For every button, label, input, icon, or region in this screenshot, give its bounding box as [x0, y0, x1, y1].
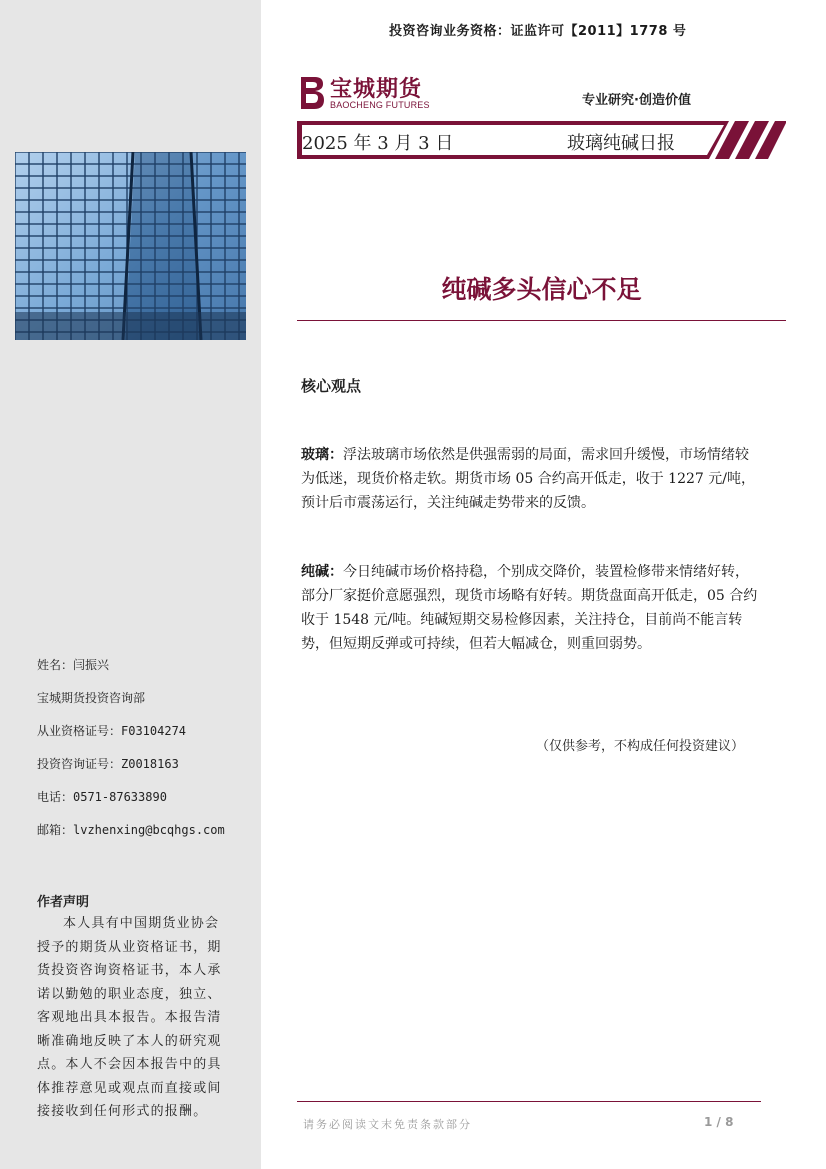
section-title: 核心观点 [301, 377, 362, 395]
slogan: 专业研究·创造价值 [582, 93, 691, 108]
author-email[interactable]: 邮箱：lvzhenxing@bcqhgs.com [37, 823, 225, 837]
disclaimer: （仅供参考，不构成任何投资建议） [536, 739, 745, 754]
report-date: 2025 年 3 月 3 日 [302, 133, 454, 154]
building-photo [15, 152, 246, 340]
paragraph-lead: 玻璃： [301, 447, 343, 463]
license-number: 投资咨询业务资格：证监许可【2011】1778 号 [389, 24, 687, 39]
author-consult-cert: 投资咨询证号：Z0018163 [37, 757, 179, 771]
statement-title: 作者声明 [37, 895, 90, 910]
paragraph-text: 浮法玻璃市场依然是供强需弱的局面，需求回升缓慢，市场情绪较为低迷，现货价格走软。期货市场 05 合约高开低走，收于 1227 元/吨，预计后市震荡运行，关注纯碱走势带来的反馈。 [301, 447, 755, 511]
paragraph-soda-ash [301, 560, 759, 656]
footer-divider [297, 1101, 761, 1102]
page-title: 纯碱多头信心不足 [441, 275, 642, 304]
footer-notice: 请务必阅读文末免责条款部分 [303, 1118, 472, 1131]
author-phone: 电话：0571-87633890 [37, 790, 167, 804]
logo-mark-icon [297, 73, 327, 113]
title-divider [297, 320, 786, 321]
page-number: 1 / 8 [704, 1115, 734, 1129]
paragraph-text: 今日纯碱市场价格持稳，个别成交降价，装置检修带来情绪好转，部分厂家挺价意愿强烈，现货市场略有好转。期货盘面高开低走，05 合约收于 1548 元/吨。纯碱短期交易检修因素，关注持仓，目前尚不能言转势，但短期反弹或可持续，但若大幅减仓，则重回弱势。 [301, 564, 758, 652]
author-department: 宝城期货投资咨询部 [37, 691, 146, 705]
author-name: 姓名：闫振兴 [37, 658, 110, 672]
paragraph-lead: 纯碱： [301, 564, 343, 580]
statement-body: 本人具有中国期货业协会授予的期货从业资格证书，期货投资咨询资格证书，本人承诺以勤勉的职业态度，独立、客观地出具本报告。本报告清晰准确地反映了本人的研究观点。本人不会因本报告中的具体推荐意见或观点而直接或间接接收到任何形式的报酬。 [37, 916, 222, 1119]
company-name: 宝城期货 [330, 77, 423, 102]
paragraph-glass [301, 443, 759, 515]
company-name-en: BAOCHENG FUTURES [330, 100, 430, 110]
author-info [37, 655, 225, 853]
report-type: 玻璃纯碱日报 [567, 133, 675, 154]
author-qualification: 从业资格证号：F03104274 [37, 724, 187, 738]
